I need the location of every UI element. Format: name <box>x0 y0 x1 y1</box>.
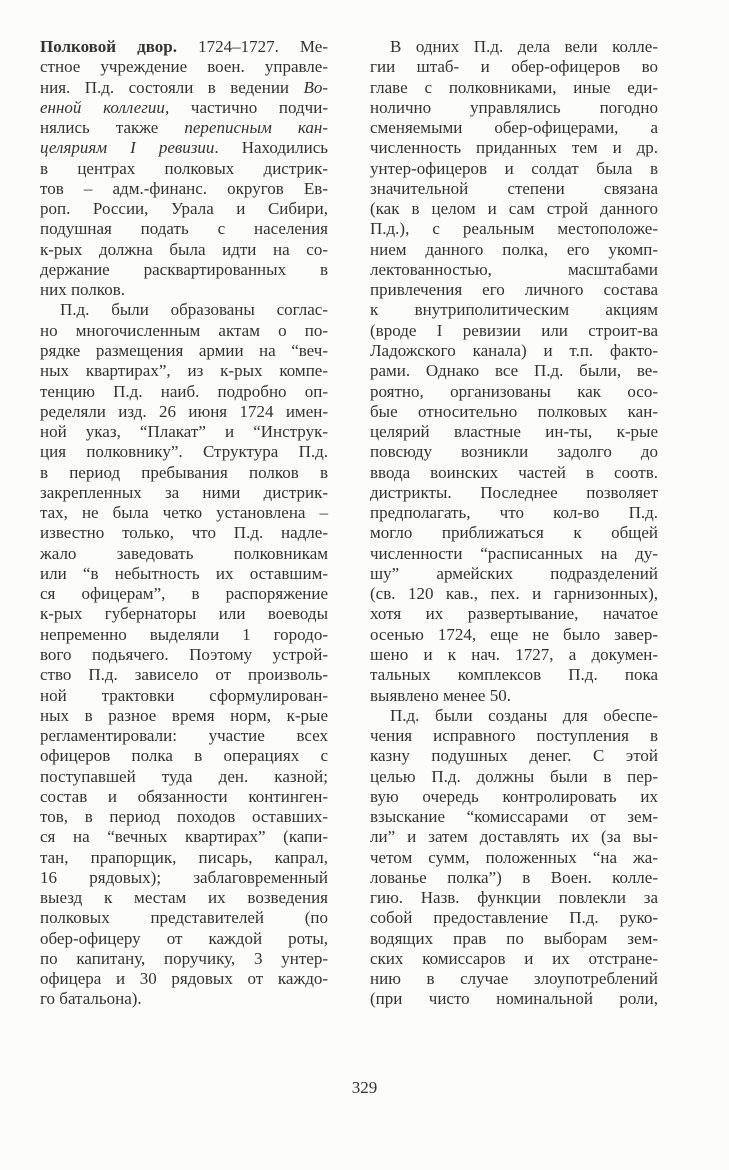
text-run: нолично управлялись погодно <box>370 97 658 117</box>
text-run: водящих прав по выборам зем- <box>370 928 658 948</box>
text-run: или “в небытность их оставшим- <box>40 563 328 583</box>
text-line <box>40 767 328 787</box>
text-run: го батальона). <box>40 989 142 1009</box>
text-run: главе с полковниками, иные еди- <box>370 77 658 97</box>
text-run: (как в целом и сам строй данного <box>370 199 658 219</box>
text-run: рами. Однако все П.д. были, ве- <box>370 361 658 381</box>
italic-reference: целяриям I ревизии <box>40 138 215 158</box>
text-line <box>40 929 328 949</box>
text-run: ция полковнику”. Структура П.д. <box>40 442 328 462</box>
text-line <box>370 57 658 77</box>
text-run: рядке размещения армии на “веч- <box>40 340 328 360</box>
text-run: численность приданных тем и др. <box>370 138 658 158</box>
text-line <box>370 523 658 543</box>
text-run: выявлено менее 50. <box>370 685 511 705</box>
text-run: роп. России, Урала и Сибири, <box>40 199 328 219</box>
text-line <box>40 483 328 503</box>
text-line <box>40 361 328 381</box>
text-line <box>370 604 658 624</box>
text-line <box>370 929 658 949</box>
text-line <box>40 402 328 422</box>
text-run: казну подушных денег. С этой <box>370 746 658 766</box>
text-line <box>370 199 658 219</box>
text-line <box>370 787 658 807</box>
text-run: лованье полка”) в Воен. колле- <box>370 867 658 887</box>
text-run: ся на “вечных квартирах” (капи- <box>40 827 328 847</box>
text-run: нялись также <box>40 118 185 138</box>
paragraph <box>40 37 328 300</box>
paragraph <box>370 37 658 706</box>
text-line <box>370 341 658 361</box>
text-run: держание расквартированных в <box>40 259 328 279</box>
text-line <box>40 544 328 564</box>
text-line <box>370 888 658 908</box>
text-line <box>370 442 658 462</box>
text-run: В одних П.д. дела вели колле- <box>390 37 658 56</box>
text-line <box>370 665 658 685</box>
text-run: обер-офицеру от каждой роты, <box>40 928 328 948</box>
text-line <box>40 686 328 706</box>
text-run: взыскание “комиссарами от зем- <box>370 807 658 827</box>
text-line <box>370 746 658 766</box>
text-run: по капитану, поручику, 3 унтер- <box>40 948 328 968</box>
text-line <box>40 888 328 908</box>
text-run: тов, в период походов оставших- <box>40 807 328 827</box>
text-run: собой предоставление П.д. руко- <box>370 908 658 928</box>
text-line <box>40 989 328 1009</box>
text-run: офицеров полка в операциях с <box>40 746 328 766</box>
text-line <box>40 787 328 807</box>
text-line <box>40 564 328 584</box>
text-run: осенью 1724, еще не было завер- <box>370 624 658 644</box>
text-line <box>370 989 658 1009</box>
text-run: ство П.д. зависело от произволь- <box>40 665 328 685</box>
text-run: ли” и затем доставлять их (за вы- <box>370 827 658 847</box>
text-run: дистрикты. Последнее позволяет <box>370 482 658 502</box>
text-line <box>370 98 658 118</box>
text-line <box>370 219 658 239</box>
text-run: известно только, что П.д. надле- <box>40 523 328 543</box>
text-run: стное учреждение воен. управле- <box>40 57 328 77</box>
text-run: ной трактовки сформулирован- <box>40 685 328 705</box>
text-run: ся офицерам”, в распоряжение <box>40 584 328 604</box>
text-line <box>370 463 658 483</box>
text-line <box>40 706 328 726</box>
text-line <box>370 969 658 989</box>
paragraph <box>370 706 658 1010</box>
text-line <box>40 584 328 604</box>
text-run: (вроде I ревизии или строит-ва <box>370 320 658 340</box>
text-line <box>40 807 328 827</box>
text-run: непременно выделяли 1 городо- <box>40 624 328 644</box>
text-run: тенцию П.д. наиб. подробно оп- <box>40 381 328 401</box>
text-line <box>40 422 328 442</box>
text-line <box>370 706 658 726</box>
text-run: регламентировали: участие всех <box>40 726 328 746</box>
text-run: в центрах полковых дистрик- <box>40 158 328 178</box>
text-line <box>40 199 328 219</box>
text-run: ния. П.д. состояли в ведении <box>40 77 304 97</box>
text-run: к внутриполитическим акциям <box>370 300 658 320</box>
italic-reference: енной коллегии <box>40 97 165 117</box>
text-run: вого подьячего. Поэтому устрой- <box>40 644 328 664</box>
text-run: в период пребывания полков в <box>40 462 328 482</box>
text-line <box>40 848 328 868</box>
text-line <box>370 949 658 969</box>
text-run: нию в случае злоупотреблений <box>370 969 658 989</box>
text-line <box>40 827 328 847</box>
text-run: к-рых губернаторы или воеводы <box>40 604 328 624</box>
text-line <box>370 138 658 158</box>
text-line <box>370 118 658 138</box>
text-line <box>370 625 658 645</box>
text-line <box>370 280 658 300</box>
text-line <box>370 422 658 442</box>
text-run: чения исправного поступления в <box>370 726 658 746</box>
text-run: П.д. были созданы для обеспе- <box>390 705 658 725</box>
text-line <box>40 240 328 260</box>
text-line <box>40 341 328 361</box>
text-run: Ладожского канала) и т.п. факто- <box>370 340 658 360</box>
text-run: четом сумм, положенных “на жа- <box>370 847 658 867</box>
text-line <box>370 827 658 847</box>
text-run: к-рых должна была идти на со- <box>40 239 328 259</box>
text-run: лектованностью, масштабами <box>370 259 658 279</box>
text-run: повсюду возникли задолго до <box>370 442 658 462</box>
text-line <box>40 503 328 523</box>
text-run: нием данного полка, его укомп- <box>370 239 658 259</box>
text-run: численности “расписанных на ду- <box>370 543 658 563</box>
text-run: . Находились <box>214 138 328 158</box>
text-run: ных квартирах”, из к-рых компе- <box>40 361 328 381</box>
text-line <box>370 159 658 179</box>
left-column <box>40 37 328 1010</box>
text-run: тов – адм.-финанс. округов Ев- <box>40 178 328 198</box>
text-run: (при чисто номинальной роли, <box>370 989 658 1009</box>
text-line <box>370 686 658 706</box>
text-run: поступавшей туда ден. казной; <box>40 766 328 786</box>
text-run: ределяли изд. 26 июня 1724 имен- <box>40 401 328 421</box>
text-line <box>40 908 328 928</box>
text-run: целярий властные ин-ты, к-рые <box>370 422 658 442</box>
text-line <box>370 321 658 341</box>
text-line <box>40 868 328 888</box>
italic-reference: Во- <box>303 77 328 97</box>
text-line <box>40 604 328 624</box>
text-run: них полков. <box>40 280 125 300</box>
text-run: сменяемыми обер-офицерами, а <box>370 118 658 138</box>
text-line <box>370 848 658 868</box>
text-run: ввода воинских частей в соотв. <box>370 462 658 482</box>
text-line <box>370 767 658 787</box>
text-line <box>370 300 658 320</box>
text-run: целью П.д. должны были в пер- <box>370 766 658 786</box>
text-run: унтер-офицеров и солдат была в <box>370 158 658 178</box>
text-line <box>370 179 658 199</box>
text-line <box>40 645 328 665</box>
text-line <box>40 280 328 300</box>
paragraph <box>40 300 328 1009</box>
text-line <box>40 969 328 989</box>
text-run: выезд к местам их возведения <box>40 888 328 908</box>
text-line <box>40 57 328 77</box>
entry-title: Полковой двор. <box>40 37 177 56</box>
text-run: 16 рядовых); заблаговременный <box>40 867 328 887</box>
text-line <box>40 219 328 239</box>
text-run: шено и к нач. 1727, а докумен- <box>370 644 658 664</box>
text-run: тах, не была четко установлена – <box>40 503 328 523</box>
text-line <box>40 118 328 138</box>
text-line <box>40 159 328 179</box>
text-run: предполагать, что кол-во П.д. <box>370 503 658 523</box>
text-run: полковых представителей (по <box>40 908 328 928</box>
text-run: вую очередь контролировать их <box>370 786 658 806</box>
text-run: жало заведовать полковникам <box>40 543 328 563</box>
text-run: подушная подать с населения <box>40 219 328 239</box>
text-line <box>40 321 328 341</box>
text-line <box>370 240 658 260</box>
right-column <box>370 37 658 1010</box>
text-run: состав и обязанности континген- <box>40 786 328 806</box>
text-line <box>370 726 658 746</box>
text-run: могло приближаться к общей <box>370 523 658 543</box>
text-run: ной указ, “Плакат” и “Инструк- <box>40 422 328 442</box>
text-run: гии штаб- и обер-офицеров во <box>370 57 658 77</box>
text-run: значительной степени связана <box>370 178 658 198</box>
text-run: 1724–1727. Ме- <box>177 37 328 56</box>
page-number: 329 <box>351 1078 378 1097</box>
text-line <box>370 868 658 888</box>
text-line <box>40 37 328 57</box>
text-line <box>40 300 328 320</box>
text-run: роятно, организованы как осо- <box>370 381 658 401</box>
text-run: , частично подчи- <box>164 97 328 117</box>
text-run: (св. 120 кав., пех. и гарнизонных), <box>370 584 658 604</box>
text-line <box>40 442 328 462</box>
text-line <box>370 584 658 604</box>
text-line <box>370 564 658 584</box>
text-run: ских комиссаров и их отстране- <box>370 948 658 968</box>
text-line <box>40 949 328 969</box>
text-line <box>40 382 328 402</box>
text-line <box>40 260 328 280</box>
text-run: гию. Назв. функции повлекли за <box>370 888 658 908</box>
text-line <box>370 503 658 523</box>
text-line <box>40 523 328 543</box>
text-run: но многочисленным актам о по- <box>40 320 328 340</box>
text-line <box>40 98 328 118</box>
italic-reference: переписным кан- <box>184 118 328 138</box>
text-line <box>370 908 658 928</box>
text-line <box>370 361 658 381</box>
text-line <box>40 665 328 685</box>
text-line <box>370 645 658 665</box>
text-line <box>40 625 328 645</box>
text-line <box>370 37 658 57</box>
text-run: тан, прапорщик, писарь, капрал, <box>40 847 328 867</box>
text-run: закрепленных за ними дистрик- <box>40 482 328 502</box>
text-line <box>370 78 658 98</box>
text-run: шу” армейских подразделений <box>370 563 658 583</box>
text-run: привлечения его личного состава <box>370 280 658 300</box>
text-line <box>40 78 328 98</box>
text-line <box>40 179 328 199</box>
text-line <box>370 402 658 422</box>
text-line <box>370 260 658 280</box>
text-line <box>370 807 658 827</box>
text-run: ных в разное время норм, к-рые <box>40 705 328 725</box>
text-line <box>40 746 328 766</box>
text-run: П.д. были образованы соглас- <box>60 300 328 320</box>
text-run: хотя их развертывание, начатое <box>370 604 658 624</box>
text-run: П.д.), с реальным местоположе- <box>370 219 658 239</box>
text-line <box>370 544 658 564</box>
text-line <box>40 463 328 483</box>
text-line <box>370 483 658 503</box>
text-line <box>40 138 328 158</box>
text-run: офицера и 30 рядовых от каждо- <box>40 969 328 989</box>
text-line <box>370 382 658 402</box>
text-line <box>40 726 328 746</box>
text-run: бые относительно полковых кан- <box>370 401 658 421</box>
text-run: тальных комплексов П.д. пока <box>370 665 658 685</box>
